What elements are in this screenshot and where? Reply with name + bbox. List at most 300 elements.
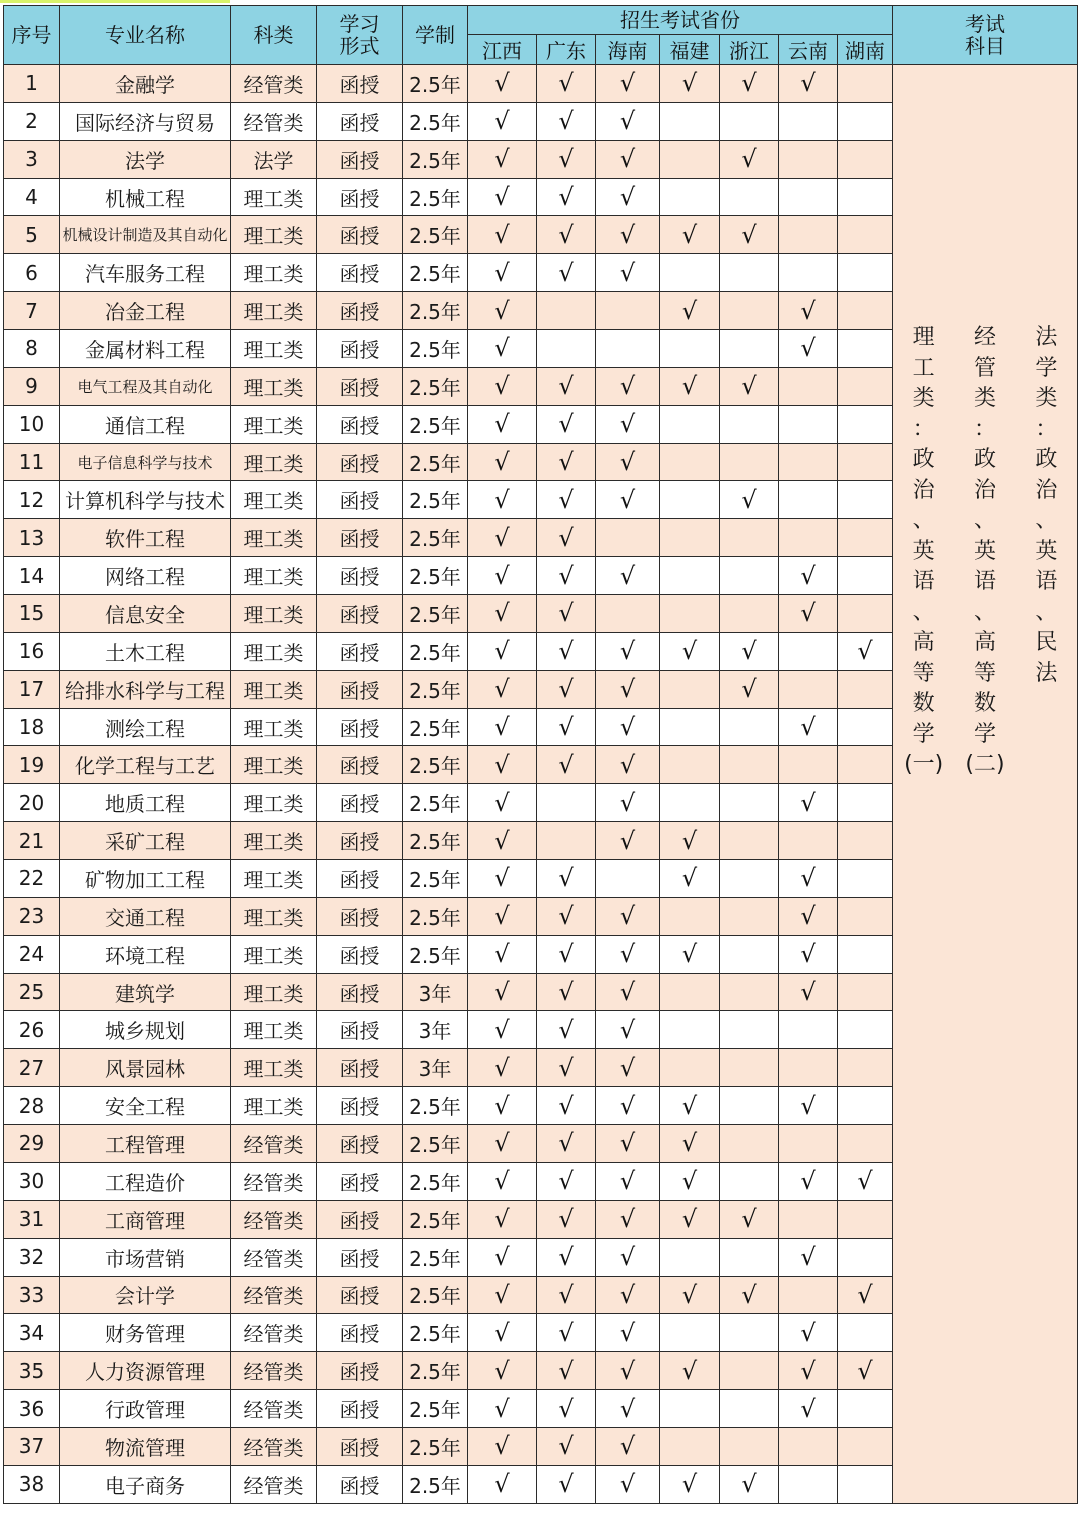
row-study-mode: 函授: [317, 1465, 403, 1503]
row-major-name: 冶金工程: [60, 292, 231, 330]
row-study-mode: 函授: [317, 557, 403, 595]
header-seq: 序号: [4, 6, 60, 65]
row-study-mode: 函授: [317, 519, 403, 557]
row-major-name: 交通工程: [60, 897, 231, 935]
check-mark: √: [537, 367, 596, 405]
province-cell: [838, 784, 893, 822]
check-mark: √: [596, 254, 660, 292]
province-cell: [779, 1125, 838, 1163]
check-mark: √: [468, 860, 537, 898]
row-seq: 11: [4, 443, 60, 481]
exam-subjects-cell: [893, 65, 1078, 1504]
check-mark: √: [596, 822, 660, 860]
row-duration: 2.5年: [403, 860, 468, 898]
province-cell: [838, 443, 893, 481]
province-cell: [838, 519, 893, 557]
row-study-mode: 函授: [317, 1314, 403, 1352]
check-mark: √: [660, 860, 720, 898]
province-cell: [596, 330, 660, 368]
check-mark: √: [537, 1390, 596, 1428]
check-mark: √: [838, 1276, 893, 1314]
row-major-name: 地质工程: [60, 784, 231, 822]
province-cell: [660, 595, 720, 633]
check-mark: √: [838, 1162, 893, 1200]
row-study-mode: 函授: [317, 1238, 403, 1276]
row-study-mode: 函授: [317, 784, 403, 822]
row-duration: 2.5年: [403, 443, 468, 481]
row-duration: 2.5年: [403, 1087, 468, 1125]
check-mark: √: [468, 595, 537, 633]
check-mark: √: [468, 292, 537, 330]
check-mark: √: [468, 1200, 537, 1238]
row-duration: 2.5年: [403, 519, 468, 557]
row-category: 理工类: [231, 292, 317, 330]
province-cell: [720, 1314, 779, 1352]
row-seq: 24: [4, 935, 60, 973]
row-study-mode: 函授: [317, 178, 403, 216]
row-study-mode: 函授: [317, 1276, 403, 1314]
province-cell: [838, 481, 893, 519]
row-major-name: 电子商务: [60, 1465, 231, 1503]
check-mark: √: [779, 330, 838, 368]
header-province: 江西: [468, 35, 537, 65]
exam-subject-text: 法 学 类 ： 政 治 、 英 语 、 民 法: [1035, 325, 1058, 686]
check-mark: √: [537, 65, 596, 103]
row-category: 理工类: [231, 557, 317, 595]
row-category: 理工类: [231, 935, 317, 973]
row-study-mode: 函授: [317, 746, 403, 784]
row-category: 理工类: [231, 178, 317, 216]
check-mark: √: [468, 1087, 537, 1125]
row-seq: 38: [4, 1465, 60, 1503]
check-mark: √: [596, 481, 660, 519]
check-mark: √: [596, 1314, 660, 1352]
province-cell: [779, 481, 838, 519]
check-mark: √: [660, 935, 720, 973]
check-mark: √: [537, 1465, 596, 1503]
row-duration: 2.5年: [403, 595, 468, 633]
row-duration: 2.5年: [403, 1238, 468, 1276]
province-cell: [660, 1011, 720, 1049]
province-cell: [596, 860, 660, 898]
check-mark: √: [779, 557, 838, 595]
check-mark: √: [720, 670, 779, 708]
check-mark: √: [596, 1276, 660, 1314]
row-category: 经管类: [231, 65, 317, 103]
row-seq: 1: [4, 65, 60, 103]
row-seq: 6: [4, 254, 60, 292]
province-cell: [779, 254, 838, 292]
province-cell: [660, 973, 720, 1011]
check-mark: √: [596, 632, 660, 670]
check-mark: √: [468, 1352, 537, 1390]
row-major-name: 财务管理: [60, 1314, 231, 1352]
province-cell: [660, 557, 720, 595]
row-category: 经管类: [231, 1352, 317, 1390]
row-duration: 2.5年: [403, 670, 468, 708]
check-mark: √: [468, 670, 537, 708]
row-major-name: 机械设计制造及其自动化: [60, 216, 231, 254]
row-study-mode: 函授: [317, 973, 403, 1011]
row-duration: 2.5年: [403, 1390, 468, 1428]
province-cell: [779, 1276, 838, 1314]
row-category: 法学: [231, 140, 317, 178]
check-mark: √: [596, 1200, 660, 1238]
row-seq: 13: [4, 519, 60, 557]
province-cell: [838, 1390, 893, 1428]
header-province: 云南: [779, 35, 838, 65]
row-study-mode: 函授: [317, 140, 403, 178]
row-seq: 26: [4, 1011, 60, 1049]
check-mark: √: [660, 65, 720, 103]
province-cell: [660, 897, 720, 935]
table-header: [4, 6, 1078, 65]
row-duration: 2.5年: [403, 330, 468, 368]
province-cell: [720, 595, 779, 633]
row-category: 理工类: [231, 254, 317, 292]
row-seq: 35: [4, 1352, 60, 1390]
check-mark: √: [779, 897, 838, 935]
province-cell: [779, 367, 838, 405]
header-major: 专业名称: [60, 6, 231, 65]
province-cell: [720, 897, 779, 935]
check-mark: √: [596, 405, 660, 443]
row-major-name: 网络工程: [60, 557, 231, 595]
row-major-name: 测绘工程: [60, 708, 231, 746]
row-category: 经管类: [231, 1427, 317, 1465]
row-major-name: 土木工程: [60, 632, 231, 670]
check-mark: √: [468, 178, 537, 216]
province-cell: [720, 1162, 779, 1200]
check-mark: √: [596, 1427, 660, 1465]
row-seq: 23: [4, 897, 60, 935]
header-exam-subjects: [893, 6, 1078, 65]
row-study-mode: 函授: [317, 481, 403, 519]
province-cell: [779, 140, 838, 178]
row-category: 理工类: [231, 822, 317, 860]
header-province: 广东: [537, 35, 596, 65]
province-cell: [779, 822, 838, 860]
province-cell: [720, 1238, 779, 1276]
check-mark: √: [596, 1049, 660, 1087]
check-mark: √: [468, 481, 537, 519]
check-mark: √: [596, 140, 660, 178]
row-category: 理工类: [231, 1049, 317, 1087]
province-cell: [537, 292, 596, 330]
check-mark: √: [596, 1238, 660, 1276]
row-study-mode: 函授: [317, 632, 403, 670]
row-duration: 2.5年: [403, 822, 468, 860]
check-mark: √: [596, 65, 660, 103]
check-mark: √: [468, 746, 537, 784]
province-cell: [838, 595, 893, 633]
check-mark: √: [660, 1276, 720, 1314]
check-mark: √: [596, 178, 660, 216]
row-major-name: 给排水科学与工程: [60, 670, 231, 708]
province-cell: [660, 1049, 720, 1087]
row-major-name: 计算机科学与技术: [60, 481, 231, 519]
row-study-mode: 函授: [317, 102, 403, 140]
row-seq: 7: [4, 292, 60, 330]
check-mark: √: [660, 1087, 720, 1125]
province-cell: [720, 1087, 779, 1125]
check-mark: √: [720, 632, 779, 670]
row-category: 理工类: [231, 405, 317, 443]
check-mark: √: [537, 1314, 596, 1352]
row-major-name: 工程管理: [60, 1125, 231, 1163]
check-mark: √: [468, 1049, 537, 1087]
row-duration: 2.5年: [403, 405, 468, 443]
exam-subject-text: 经 管 类 ： 政 治 、 英 语 、 高 等 数 学 (二): [965, 325, 1005, 777]
row-seq: 19: [4, 746, 60, 784]
row-study-mode: 函授: [317, 670, 403, 708]
row-category: 经管类: [231, 1314, 317, 1352]
province-cell: [720, 1352, 779, 1390]
row-study-mode: 函授: [317, 1352, 403, 1390]
province-cell: [720, 935, 779, 973]
row-category: 经管类: [231, 1200, 317, 1238]
row-category: 理工类: [231, 481, 317, 519]
check-mark: √: [537, 1162, 596, 1200]
row-major-name: 金融学: [60, 65, 231, 103]
row-major-name: 金属材料工程: [60, 330, 231, 368]
row-seq: 20: [4, 784, 60, 822]
row-duration: 2.5年: [403, 140, 468, 178]
row-category: 理工类: [231, 595, 317, 633]
check-mark: √: [720, 216, 779, 254]
province-cell: [720, 292, 779, 330]
check-mark: √: [779, 595, 838, 633]
row-major-name: 环境工程: [60, 935, 231, 973]
check-mark: √: [537, 519, 596, 557]
row-study-mode: 函授: [317, 65, 403, 103]
check-mark: √: [779, 1314, 838, 1352]
row-category: 经管类: [231, 1465, 317, 1503]
row-duration: 2.5年: [403, 254, 468, 292]
row-major-name: 行政管理: [60, 1390, 231, 1428]
check-mark: √: [537, 140, 596, 178]
province-cell: [720, 1125, 779, 1163]
row-study-mode: 函授: [317, 1011, 403, 1049]
check-mark: √: [779, 1238, 838, 1276]
check-mark: √: [468, 102, 537, 140]
row-study-mode: 函授: [317, 595, 403, 633]
check-mark: √: [537, 1427, 596, 1465]
province-cell: [779, 102, 838, 140]
province-cell: [720, 443, 779, 481]
row-seq: 8: [4, 330, 60, 368]
check-mark: √: [537, 443, 596, 481]
row-study-mode: 函授: [317, 1049, 403, 1087]
check-mark: √: [537, 632, 596, 670]
check-mark: √: [468, 632, 537, 670]
row-study-mode: 函授: [317, 897, 403, 935]
province-cell: [838, 1049, 893, 1087]
province-cell: [779, 405, 838, 443]
province-cell: [720, 860, 779, 898]
row-study-mode: 函授: [317, 1200, 403, 1238]
admissions-table: [3, 5, 1078, 1504]
check-mark: √: [468, 443, 537, 481]
check-mark: √: [720, 1276, 779, 1314]
province-cell: [596, 292, 660, 330]
check-mark: √: [779, 708, 838, 746]
check-mark: √: [537, 481, 596, 519]
row-category: 经管类: [231, 1162, 317, 1200]
province-cell: [779, 670, 838, 708]
check-mark: √: [660, 1465, 720, 1503]
check-mark: √: [596, 897, 660, 935]
check-mark: √: [596, 1087, 660, 1125]
check-mark: √: [537, 1276, 596, 1314]
province-cell: [660, 481, 720, 519]
row-major-name: 工程造价: [60, 1162, 231, 1200]
check-mark: √: [660, 1352, 720, 1390]
province-cell: [838, 405, 893, 443]
province-cell: [720, 1011, 779, 1049]
check-mark: √: [779, 784, 838, 822]
province-cell: [537, 330, 596, 368]
row-category: 理工类: [231, 216, 317, 254]
check-mark: √: [596, 1465, 660, 1503]
province-cell: [779, 1427, 838, 1465]
row-major-name: 电气工程及其自动化: [60, 367, 231, 405]
row-seq: 21: [4, 822, 60, 860]
province-cell: [537, 784, 596, 822]
row-seq: 14: [4, 557, 60, 595]
check-mark: √: [660, 216, 720, 254]
check-mark: √: [537, 178, 596, 216]
province-cell: [720, 708, 779, 746]
row-duration: 2.5年: [403, 708, 468, 746]
row-category: 经管类: [231, 102, 317, 140]
province-cell: [779, 443, 838, 481]
check-mark: √: [468, 1427, 537, 1465]
province-cell: [660, 1427, 720, 1465]
province-cell: [660, 405, 720, 443]
province-cell: [838, 178, 893, 216]
row-category: 理工类: [231, 1011, 317, 1049]
province-cell: [838, 102, 893, 140]
province-cell: [596, 519, 660, 557]
header-provinces-title: 招生考试省份: [468, 6, 893, 35]
check-mark: √: [720, 367, 779, 405]
province-cell: [838, 216, 893, 254]
row-seq: 9: [4, 367, 60, 405]
row-major-name: 软件工程: [60, 519, 231, 557]
check-mark: √: [468, 140, 537, 178]
check-mark: √: [720, 481, 779, 519]
row-study-mode: 函授: [317, 254, 403, 292]
row-study-mode: 函授: [317, 1125, 403, 1163]
check-mark: √: [596, 367, 660, 405]
province-cell: [720, 178, 779, 216]
province-cell: [838, 367, 893, 405]
check-mark: √: [720, 1200, 779, 1238]
province-cell: [660, 102, 720, 140]
province-cell: [838, 1200, 893, 1238]
check-mark: √: [537, 1200, 596, 1238]
check-mark: √: [468, 405, 537, 443]
check-mark: √: [537, 405, 596, 443]
row-duration: 3年: [403, 973, 468, 1011]
check-mark: √: [660, 1200, 720, 1238]
row-category: 经管类: [231, 1276, 317, 1314]
check-mark: √: [537, 708, 596, 746]
province-cell: [838, 897, 893, 935]
row-study-mode: 函授: [317, 1162, 403, 1200]
row-duration: 2.5年: [403, 292, 468, 330]
province-cell: [660, 1238, 720, 1276]
province-cell: [720, 519, 779, 557]
row-major-name: 通信工程: [60, 405, 231, 443]
check-mark: √: [779, 292, 838, 330]
row-category: 经管类: [231, 1125, 317, 1163]
province-cell: [537, 822, 596, 860]
row-major-name: 工商管理: [60, 1200, 231, 1238]
row-seq: 4: [4, 178, 60, 216]
header-duration: 学制: [403, 6, 468, 65]
row-major-name: 国际经济与贸易: [60, 102, 231, 140]
table-body: [4, 65, 1078, 1504]
province-cell: [838, 670, 893, 708]
row-major-name: 法学: [60, 140, 231, 178]
province-cell: [838, 254, 893, 292]
row-duration: 2.5年: [403, 1314, 468, 1352]
province-cell: [720, 102, 779, 140]
province-cell: [838, 1427, 893, 1465]
province-cell: [779, 216, 838, 254]
row-duration: 2.5年: [403, 1465, 468, 1503]
row-category: 理工类: [231, 519, 317, 557]
row-category: 理工类: [231, 330, 317, 368]
province-cell: [838, 860, 893, 898]
header-exam-line1: 考试: [965, 12, 1006, 36]
province-cell: [779, 746, 838, 784]
province-cell: [779, 1200, 838, 1238]
check-mark: √: [537, 897, 596, 935]
row-category: 理工类: [231, 708, 317, 746]
row-seq: 25: [4, 973, 60, 1011]
check-mark: √: [468, 1465, 537, 1503]
check-mark: √: [468, 973, 537, 1011]
province-cell: [838, 1238, 893, 1276]
province-cell: [660, 330, 720, 368]
province-cell: [720, 973, 779, 1011]
row-seq: 2: [4, 102, 60, 140]
check-mark: √: [596, 708, 660, 746]
table-row: [4, 65, 1078, 103]
check-mark: √: [468, 1390, 537, 1428]
check-mark: √: [660, 292, 720, 330]
check-mark: √: [468, 784, 537, 822]
check-mark: √: [779, 1162, 838, 1200]
province-cell: [660, 1314, 720, 1352]
row-duration: 2.5年: [403, 481, 468, 519]
check-mark: √: [596, 216, 660, 254]
check-mark: √: [537, 102, 596, 140]
header-province: 福建: [660, 35, 720, 65]
row-category: 理工类: [231, 670, 317, 708]
province-cell: [838, 65, 893, 103]
header-province: 浙江: [720, 35, 779, 65]
province-cell: [720, 746, 779, 784]
province-cell: [720, 557, 779, 595]
province-cell: [720, 822, 779, 860]
check-mark: √: [537, 973, 596, 1011]
row-major-name: 会计学: [60, 1276, 231, 1314]
row-seq: 33: [4, 1276, 60, 1314]
